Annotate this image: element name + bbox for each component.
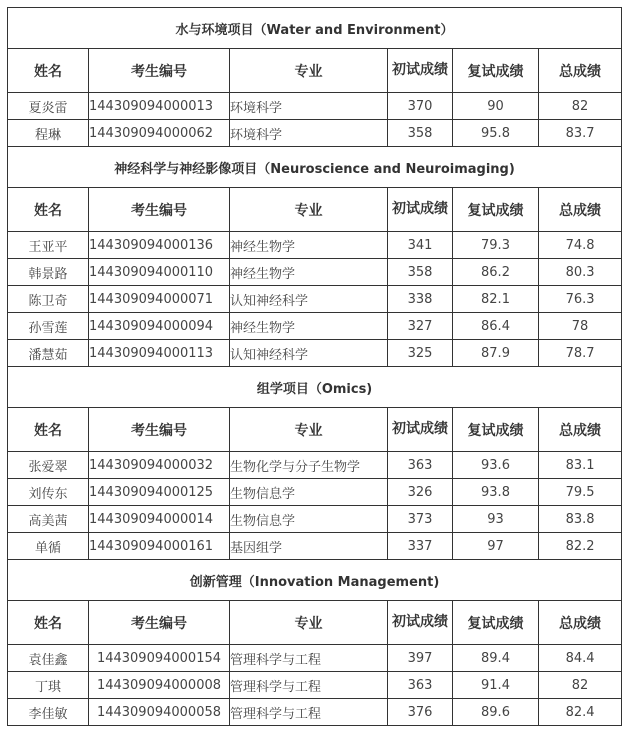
header-total-score: 总成绩 <box>539 601 622 645</box>
section-title-row <box>8 8 622 49</box>
total-score-cell: 83.7 <box>539 120 622 147</box>
table-row <box>8 286 622 313</box>
header-retest-score: 复试成绩 <box>453 188 539 232</box>
header-total-score: 总成绩 <box>539 408 622 452</box>
prelim-score-cell: 338 <box>388 286 453 313</box>
total-score-cell: 78 <box>539 313 622 340</box>
name-cell: 夏炎雷 <box>8 93 89 120</box>
total-score-cell: 80.3 <box>539 259 622 286</box>
total-score-cell: 83.8 <box>539 506 622 533</box>
major-cell: 认知神经科学 <box>230 286 388 313</box>
prelim-score-cell: 325 <box>388 340 453 367</box>
retest-score-cell: 79.3 <box>453 232 539 259</box>
retest-score-cell: 89.4 <box>453 645 539 672</box>
header-name: 姓名 <box>8 188 89 232</box>
header-major: 专业 <box>230 188 388 232</box>
exam-id-cell: 144309094000125 <box>89 479 230 506</box>
total-score-cell: 82 <box>539 672 622 699</box>
header-retest-score: 复试成绩 <box>453 408 539 452</box>
major-cell: 认知神经科学 <box>230 340 388 367</box>
header-total-score: 总成绩 <box>539 49 622 93</box>
major-cell: 环境科学 <box>230 120 388 147</box>
total-score-cell: 82.2 <box>539 533 622 560</box>
total-score-cell: 84.4 <box>539 645 622 672</box>
major-cell: 环境科学 <box>230 93 388 120</box>
section-title-row <box>8 560 622 601</box>
major-cell: 生物信息学 <box>230 506 388 533</box>
total-score-cell: 74.8 <box>539 232 622 259</box>
exam-id-cell: 144309094000008 <box>89 672 230 699</box>
prelim-score-cell: 358 <box>388 259 453 286</box>
exam-id-cell: 144309094000062 <box>89 120 230 147</box>
major-cell: 神经生物学 <box>230 232 388 259</box>
prelim-score-cell: 363 <box>388 452 453 479</box>
table-row <box>8 672 622 699</box>
major-cell: 神经生物学 <box>230 313 388 340</box>
table-row <box>8 506 622 533</box>
exam-id-cell: 144309094000136 <box>89 232 230 259</box>
prelim-score-cell: 341 <box>388 232 453 259</box>
name-cell: 单循 <box>8 533 89 560</box>
total-score-cell: 82 <box>539 93 622 120</box>
total-score-cell: 78.7 <box>539 340 622 367</box>
header-exam-id: 考生编号 <box>89 601 230 645</box>
header-exam-id: 考生编号 <box>89 49 230 93</box>
table-row <box>8 645 622 672</box>
retest-score-cell: 89.6 <box>453 699 539 726</box>
table-row <box>8 452 622 479</box>
prelim-score-cell: 327 <box>388 313 453 340</box>
table-row <box>8 699 622 726</box>
table-row <box>8 120 622 147</box>
retest-score-cell: 93.8 <box>453 479 539 506</box>
section-title: 组学项目（Omics) <box>8 367 622 408</box>
name-cell: 丁琪 <box>8 672 89 699</box>
section-title-row <box>8 367 622 408</box>
prelim-score-cell: 376 <box>388 699 453 726</box>
retest-score-cell: 93 <box>453 506 539 533</box>
header-exam-id: 考生编号 <box>89 408 230 452</box>
major-cell: 管理科学与工程 <box>230 699 388 726</box>
major-cell: 基因组学 <box>230 533 388 560</box>
total-score-cell: 79.5 <box>539 479 622 506</box>
major-cell: 生物化学与分子生物学 <box>230 452 388 479</box>
section-title: 水与环境项目（Water and Environment） <box>8 8 622 49</box>
score-table <box>7 7 622 726</box>
exam-id-cell: 144309094000161 <box>89 533 230 560</box>
retest-score-cell: 82.1 <box>453 286 539 313</box>
section-title: 神经科学与神经影像项目（Neuroscience and Neuroimaging) <box>8 147 622 188</box>
name-cell: 高美茜 <box>8 506 89 533</box>
major-cell: 生物信息学 <box>230 479 388 506</box>
header-major: 专业 <box>230 49 388 93</box>
table-row <box>8 313 622 340</box>
header-major: 专业 <box>230 601 388 645</box>
table-row <box>8 93 622 120</box>
name-cell: 陈卫奇 <box>8 286 89 313</box>
retest-score-cell: 90 <box>453 93 539 120</box>
table-row <box>8 232 622 259</box>
name-cell: 潘慧茹 <box>8 340 89 367</box>
prelim-score-cell: 326 <box>388 479 453 506</box>
total-score-cell: 82.4 <box>539 699 622 726</box>
column-header-row <box>8 601 622 645</box>
retest-score-cell: 97 <box>453 533 539 560</box>
table-row <box>8 479 622 506</box>
retest-score-cell: 87.9 <box>453 340 539 367</box>
table-row <box>8 533 622 560</box>
prelim-score-cell: 397 <box>388 645 453 672</box>
header-prelim-score: 初试成绩 <box>388 408 453 452</box>
retest-score-cell: 93.6 <box>453 452 539 479</box>
header-prelim-score: 初试成绩 <box>388 188 453 232</box>
prelim-score-cell: 363 <box>388 672 453 699</box>
name-cell: 王亚平 <box>8 232 89 259</box>
table-row <box>8 340 622 367</box>
retest-score-cell: 91.4 <box>453 672 539 699</box>
exam-id-cell: 144309094000110 <box>89 259 230 286</box>
retest-score-cell: 95.8 <box>453 120 539 147</box>
name-cell: 刘传东 <box>8 479 89 506</box>
major-cell: 神经生物学 <box>230 259 388 286</box>
name-cell: 张爱翠 <box>8 452 89 479</box>
header-retest-score: 复试成绩 <box>453 49 539 93</box>
section-title: 创新管理（Innovation Management) <box>8 560 622 601</box>
exam-id-cell: 144309094000013 <box>89 93 230 120</box>
name-cell: 程琳 <box>8 120 89 147</box>
exam-id-cell: 144309094000032 <box>89 452 230 479</box>
column-header-row <box>8 408 622 452</box>
name-cell: 李佳敏 <box>8 699 89 726</box>
header-name: 姓名 <box>8 49 89 93</box>
column-header-row <box>8 188 622 232</box>
retest-score-cell: 86.4 <box>453 313 539 340</box>
prelim-score-cell: 337 <box>388 533 453 560</box>
prelim-score-cell: 370 <box>388 93 453 120</box>
header-total-score: 总成绩 <box>539 188 622 232</box>
name-cell: 孙雪莲 <box>8 313 89 340</box>
total-score-cell: 76.3 <box>539 286 622 313</box>
exam-id-cell: 144309094000154 <box>89 645 230 672</box>
retest-score-cell: 86.2 <box>453 259 539 286</box>
header-prelim-score: 初试成绩 <box>388 601 453 645</box>
table-row <box>8 259 622 286</box>
exam-id-cell: 144309094000071 <box>89 286 230 313</box>
score-table-body <box>8 8 622 726</box>
major-cell: 管理科学与工程 <box>230 672 388 699</box>
header-exam-id: 考生编号 <box>89 188 230 232</box>
header-retest-score: 复试成绩 <box>453 601 539 645</box>
header-name: 姓名 <box>8 601 89 645</box>
name-cell: 袁佳鑫 <box>8 645 89 672</box>
name-cell: 韩景路 <box>8 259 89 286</box>
total-score-cell: 83.1 <box>539 452 622 479</box>
header-prelim-score: 初试成绩 <box>388 49 453 93</box>
prelim-score-cell: 373 <box>388 506 453 533</box>
exam-id-cell: 144309094000014 <box>89 506 230 533</box>
header-major: 专业 <box>230 408 388 452</box>
column-header-row <box>8 49 622 93</box>
prelim-score-cell: 358 <box>388 120 453 147</box>
header-name: 姓名 <box>8 408 89 452</box>
major-cell: 管理科学与工程 <box>230 645 388 672</box>
exam-id-cell: 144309094000058 <box>89 699 230 726</box>
section-title-row <box>8 147 622 188</box>
exam-id-cell: 144309094000094 <box>89 313 230 340</box>
exam-id-cell: 144309094000113 <box>89 340 230 367</box>
